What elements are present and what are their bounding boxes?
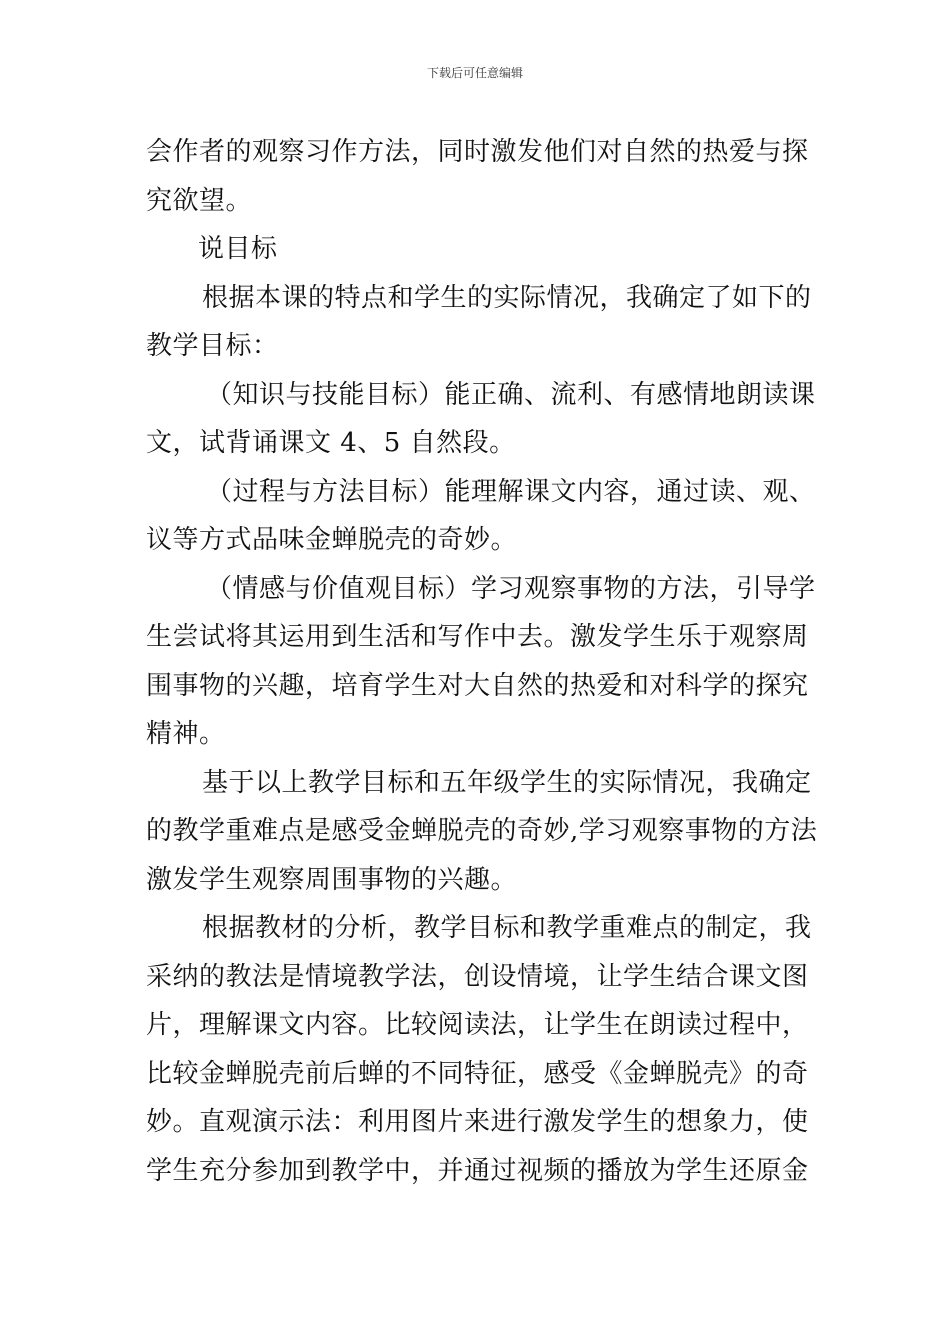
text-line: （情感与价值观目标）学习观察事物的方法，引导学 <box>206 573 816 604</box>
text-line: 根据教材的分析，教学目标和教学重难点的制定，我 <box>202 913 812 943</box>
text-line: 妙。直观演示法：利用图片来进行激发学生的想象力，使 <box>146 1107 809 1137</box>
text-line: 会作者的观察习作方法，同时激发他们对自然的热爱与探 <box>146 137 809 167</box>
text-line: 文，试背诵课文 4、5 自然段。 <box>146 428 516 458</box>
page-header: 下载后可任意编辑 <box>426 66 523 80</box>
text-line: （过程与方法目标）能理解课文内容，通过读、观、 <box>206 476 816 507</box>
text-line: 生尝试将其运用到生活和写作中去。激发学生乐于观察周 <box>146 622 809 652</box>
text-line: 教学目标： <box>146 331 279 361</box>
text-line: 的教学重难点是感受金蝉脱壳的奇妙,学习观察事物的方法 <box>146 816 818 846</box>
text-line: 根据本课的特点和学生的实际情况，我确定了如下的 <box>202 282 812 313</box>
section-heading: 说目标 <box>198 234 278 264</box>
text-line: 究欲望。 <box>146 185 253 216</box>
text-line: 比较金蝉脱壳前后蝉的不同特征，感受《金蝉脱壳》的奇 <box>146 1058 809 1089</box>
text-line: 激发学生观察周围事物的兴趣。 <box>146 864 518 895</box>
document-body <box>146 128 816 1195</box>
text-line: 基于以上教学目标和五年级学生的实际情况，我确定 <box>202 767 812 798</box>
text-line: （知识与技能目标）能正确、流利、有感情地朗读课 <box>206 379 816 410</box>
text-line: 议等方式品味金蝉脱壳的奇妙。 <box>146 525 518 555</box>
text-line: 片，理解课文内容。比较阅读法，让学生在朗读过程中， <box>146 1010 809 1040</box>
text-line: 精神。 <box>146 719 226 749</box>
text-line: 围事物的兴趣，培育学生对大自然的热爱和对科学的探究 <box>146 670 809 701</box>
text-line: 采纳的教法是情境教学法，创设情境，让学生结合课文图 <box>146 961 809 992</box>
text-line: 学生充分参加到教学中，并通过视频的播放为学生还原金 <box>146 1155 809 1186</box>
